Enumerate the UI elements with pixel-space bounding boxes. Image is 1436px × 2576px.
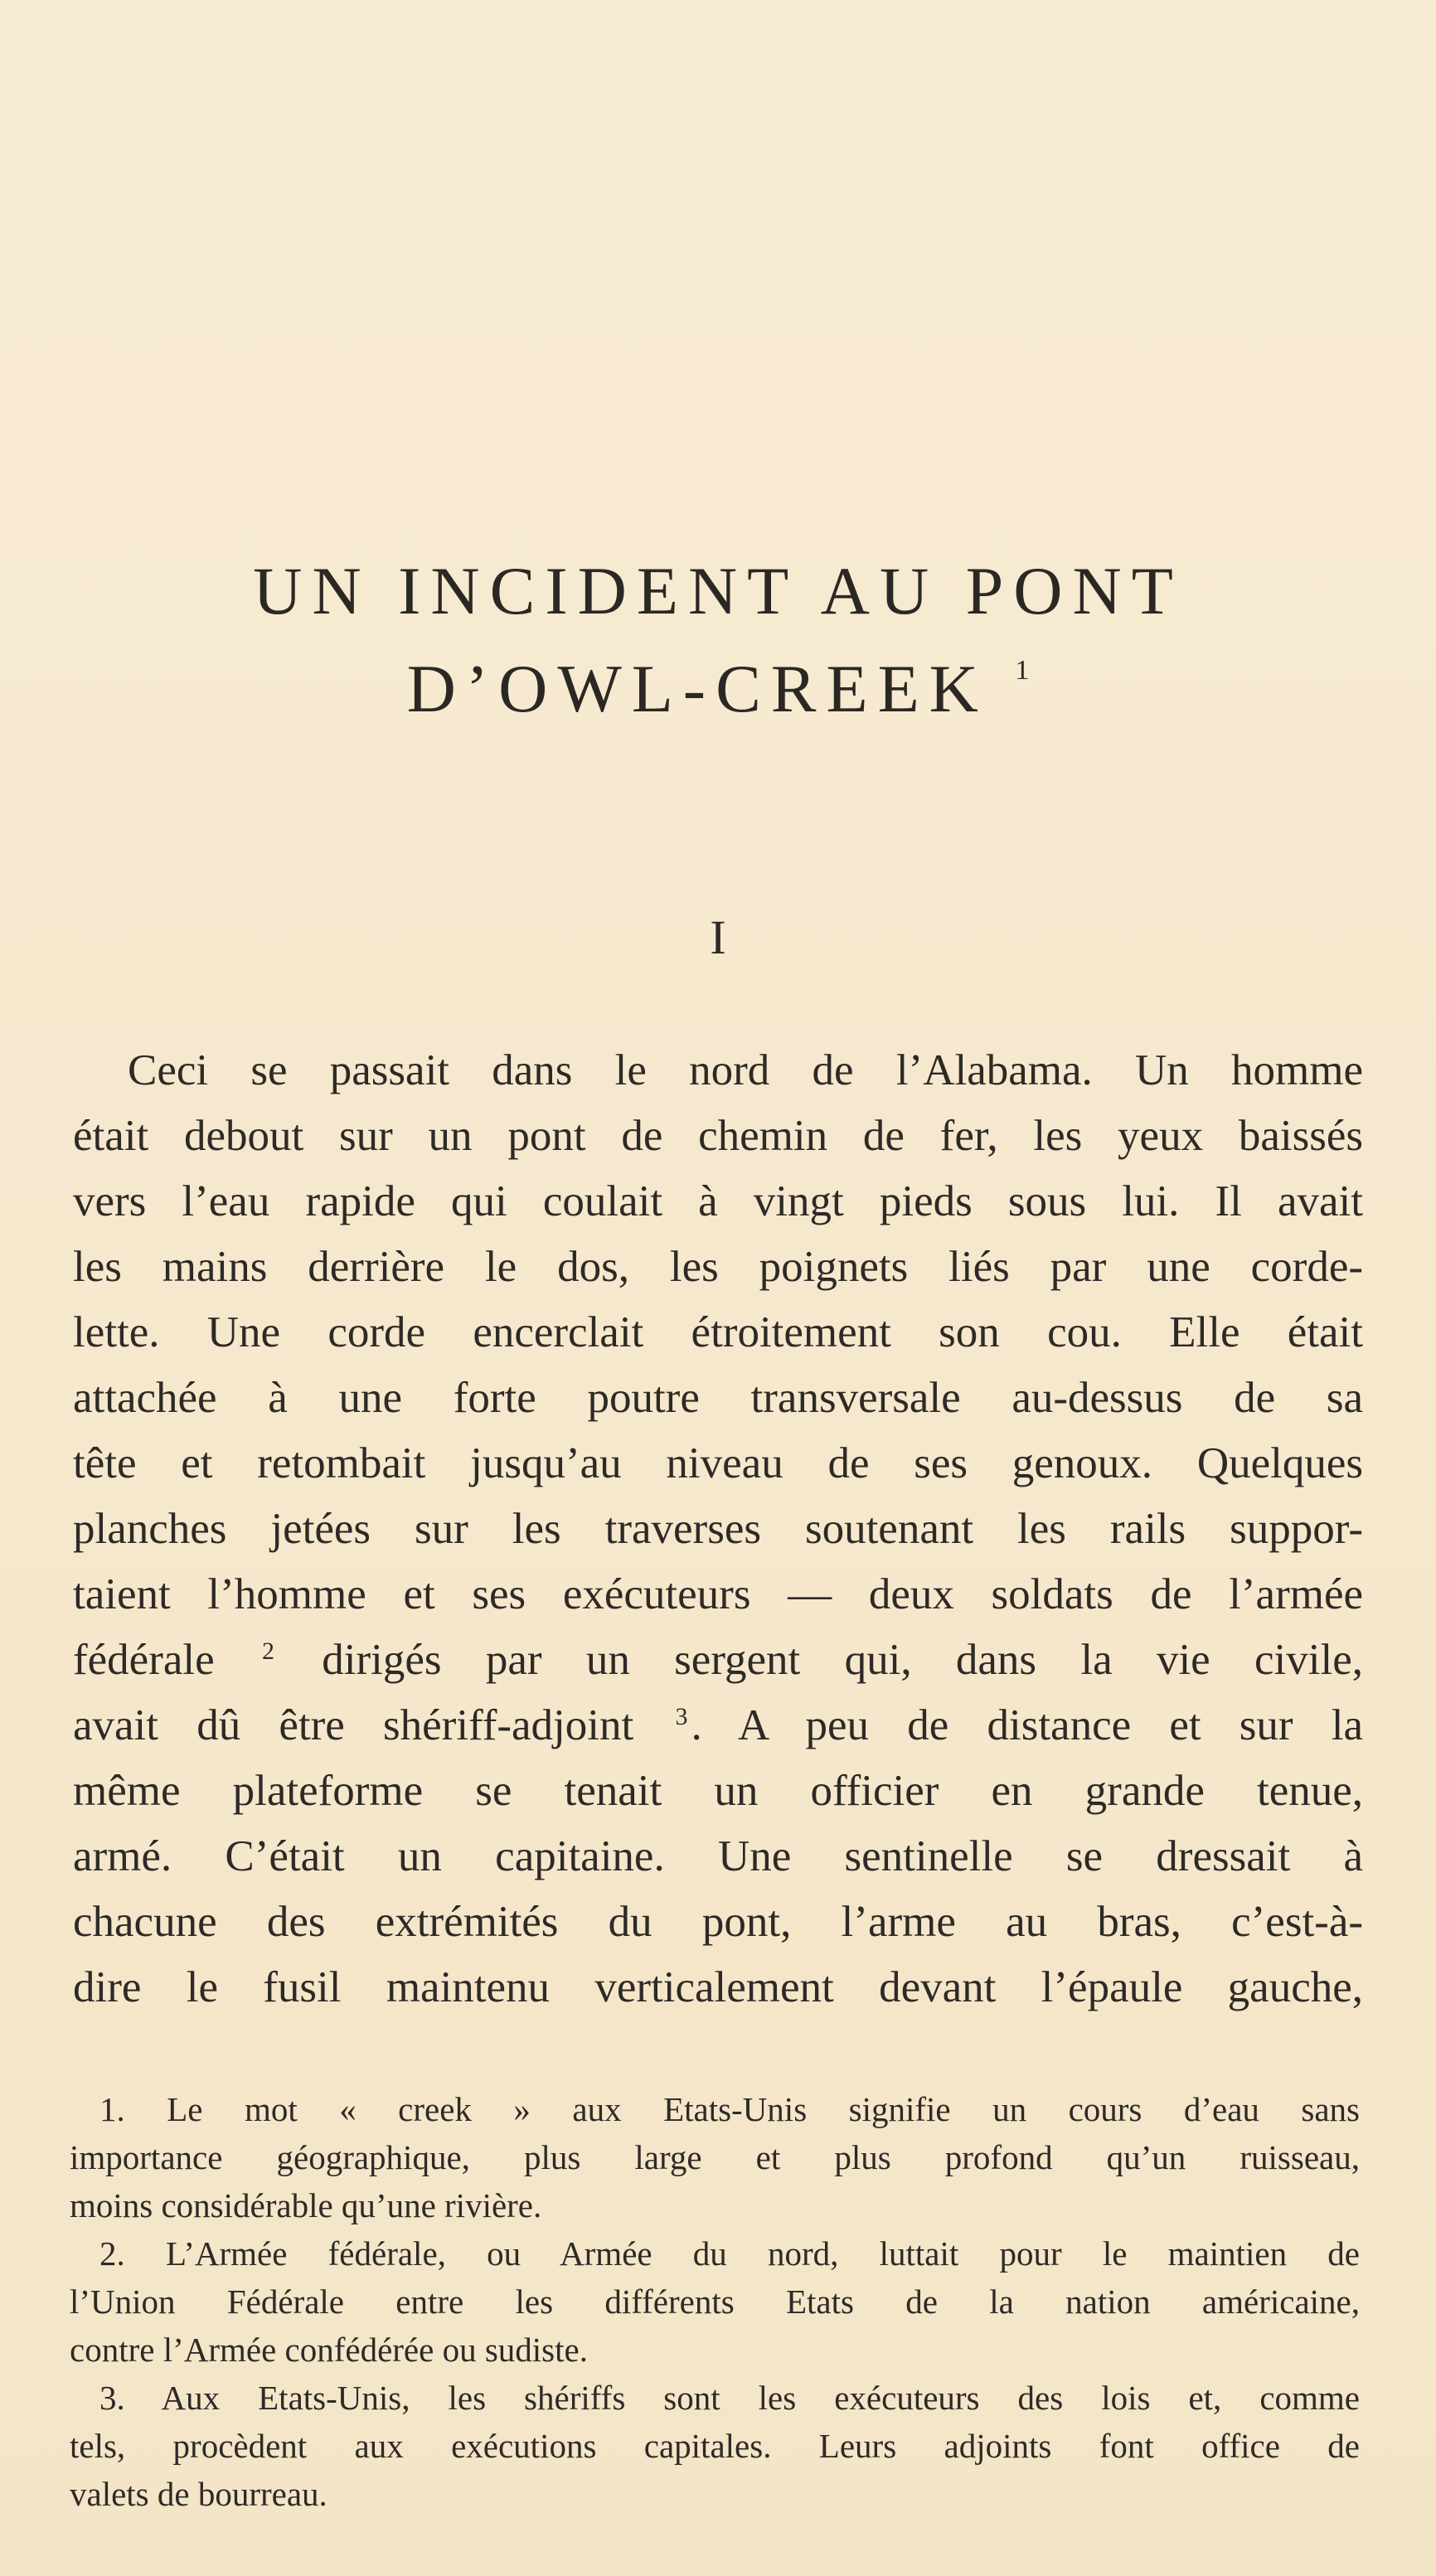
body-text-fragment: dirigés par un sergent qui, dans la vie civile,	[322, 1636, 1364, 1684]
body-line: était debout sur un pont de chemin de fer, les yeux baissés	[73, 1112, 1363, 1160]
body-line: attachée à une forte poutre transversale au-dessus de sa	[73, 1374, 1363, 1422]
footnote-line: l’Union Fédérale entre les différents Etats de la nation américaine,	[70, 2283, 1360, 2321]
body-text-fragment: avait dû être shériff-adjoint	[73, 1701, 634, 1749]
body-text-fragment: fédérale	[73, 1636, 215, 1684]
body-text-fragment: . A peu de distance et sur la	[691, 1701, 1363, 1749]
body-line: Ceci se passait dans le nord de l’Alabama. Un homme	[128, 1046, 1363, 1094]
body-line: planches jetées sur les traverses soutenant les rails suppor-	[73, 1505, 1363, 1553]
body-line: taient l’homme et ses exécuteurs — deux soldats de l’armée	[73, 1570, 1363, 1618]
body-line: dire le fusil maintenu verticalement devant l’épaule gauche,	[73, 1963, 1363, 2011]
footnote-line: 3. Aux Etats-Unis, les shériffs sont les exécuteurs des lois et, comme	[99, 2379, 1360, 2417]
body-line: tête et retombait jusqu’au niveau de ses genoux. Quelques	[73, 1439, 1363, 1487]
footnote-line: 1. Le mot « creek » aux Etats-Unis signifie un cours d’eau sans	[99, 2090, 1360, 2128]
body-paragraph	[73, 1038, 1363, 2021]
footnote-1	[70, 2085, 1360, 2229]
chapter-title-line-2	[0, 651, 1436, 726]
body-line: armé. C’était un capitaine. Une sentinelle se dressait à	[73, 1832, 1363, 1880]
footnote-line: moins considérable qu’une rivière.	[70, 2186, 542, 2224]
body-line	[73, 1693, 1363, 1759]
footnote-line: tels, procèdent aux exécutions capitales. Leurs adjoints font office de	[70, 2427, 1360, 2465]
body-line: même plateforme se tenait un officier en grande tenue,	[73, 1767, 1363, 1815]
footnotes	[70, 2085, 1360, 2518]
chapter-title-line-1: UN INCIDENT AU PONT	[253, 553, 1183, 628]
footnote-3	[70, 2374, 1360, 2518]
body-line: vers l’eau rapide qui coulait à vingt pieds sous lui. Il avait	[73, 1177, 1363, 1225]
body-line: chacune des extrémités du pont, l’arme au bras, c’est-à-	[73, 1898, 1363, 1946]
footnote-line: contre l’Armée confédérée ou sudiste.	[70, 2331, 588, 2369]
footnote-line: 2. L’Armée fédérale, ou Armée du nord, luttait pour le maintien de	[99, 2234, 1360, 2273]
title-footnote-marker: 1	[1015, 655, 1030, 686]
body-line: lette. Une corde encerclait étroitement son cou. Elle était	[73, 1308, 1363, 1356]
footnote-line: valets de bourreau.	[70, 2475, 327, 2513]
body-line: les mains derrière le dos, les poignets liés par une corde-	[73, 1243, 1363, 1291]
footnote-reference-2[interactable]: 2	[261, 1637, 274, 1665]
section-number: I	[710, 910, 726, 964]
chapter-title-text: D’OWL-CREEK	[406, 651, 988, 726]
footnote-reference-3[interactable]: 3	[675, 1703, 688, 1730]
footnote-2	[70, 2229, 1360, 2374]
footnote-line: importance géographique, plus large et plus profond qu’un ruisseau,	[70, 2138, 1360, 2176]
body-line	[73, 1628, 1363, 1693]
